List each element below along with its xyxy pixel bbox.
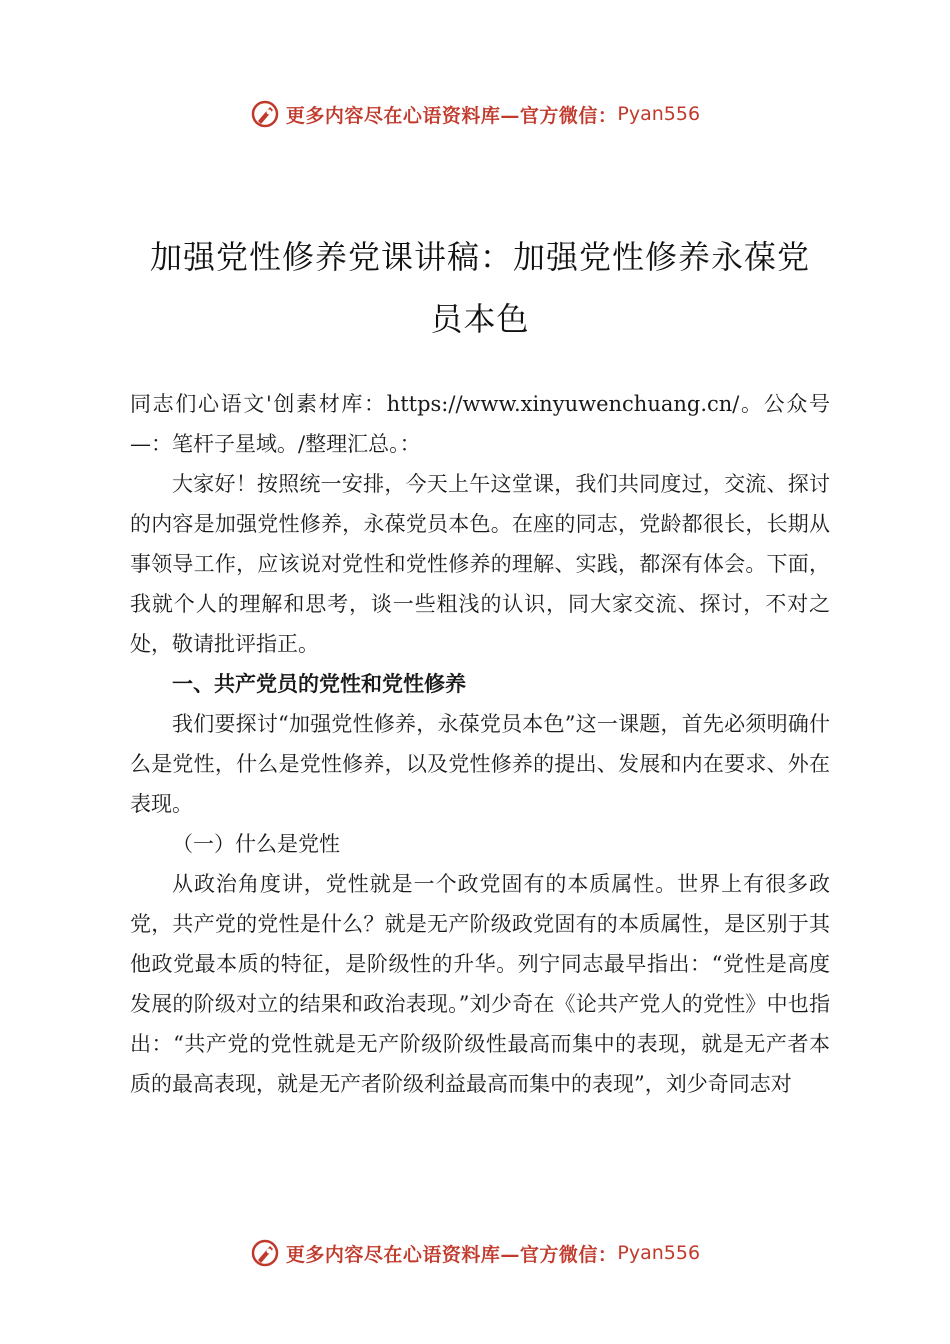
title-line-2: 员本色 xyxy=(430,300,530,338)
pen-logo-icon xyxy=(250,1238,280,1268)
banner-contact: Pyan556 xyxy=(617,103,701,125)
pen-logo-icon xyxy=(250,99,280,129)
banner-text: 更多内容尽在心语资料库—官方微信： xyxy=(285,1243,618,1266)
section-heading-1: 一、共产党员的党性和党性修养 xyxy=(172,672,466,696)
document-body xyxy=(130,384,830,1104)
paragraph-definition: 从政治角度讲，党性就是一个政党固有的本质属性。世界上有很多政党，共产党的党性是什么？就是无产阶级政党固有的本质属性，是区别于其他政党最本质的特征，是阶级性的升华。列宁同志最早指出：“党性是高度发展的阶级对立的结果和政治表现。”刘少奇在《论共产党人的党性》中也指出：“共产党的党性就是无产阶级阶级性最高而集中的表现，就是无产者本质的最高表现，就是无产者阶级利益最高而集中的表现”，刘少奇同志对 xyxy=(130,872,830,1096)
paragraph-greeting: 大家好！按照统一安排，今天上午这堂课，我们共同度过，交流、探讨的内容是加强党性修养，永葆党员本色。在座的同志，党龄都很长，长期从事领导工作，应该说对党性和党性修养的理解、实践，都深有体会。下面，我就个人的理解和思考，谈一些粗浅的认识，同大家交流、探讨，不对之处，敬请批评指正。 xyxy=(130,472,830,656)
document-title xyxy=(110,226,850,350)
subsection-heading-1: （一）什么是党性 xyxy=(172,832,340,856)
footer-banner xyxy=(0,1231,950,1275)
title-line-1: 加强党性修养党课讲稿：加强党性修养永葆党 xyxy=(149,238,810,276)
intro-paragraph: 同志们心语文'创素材库：https://www.xinyuwenchuang.cn/。公众号—：笔杆子星域。/整理汇总。： xyxy=(130,392,830,456)
header-banner xyxy=(0,92,950,136)
banner-contact: Pyan556 xyxy=(617,1242,701,1264)
banner-text: 更多内容尽在心语资料库—官方微信： xyxy=(285,104,618,127)
paragraph-topic: 我们要探讨“加强党性修养，永葆党员本色”这一课题，首先必须明确什么是党性，什么是党性修养，以及党性修养的提出、发展和内在要求、外在表现。 xyxy=(130,712,830,816)
